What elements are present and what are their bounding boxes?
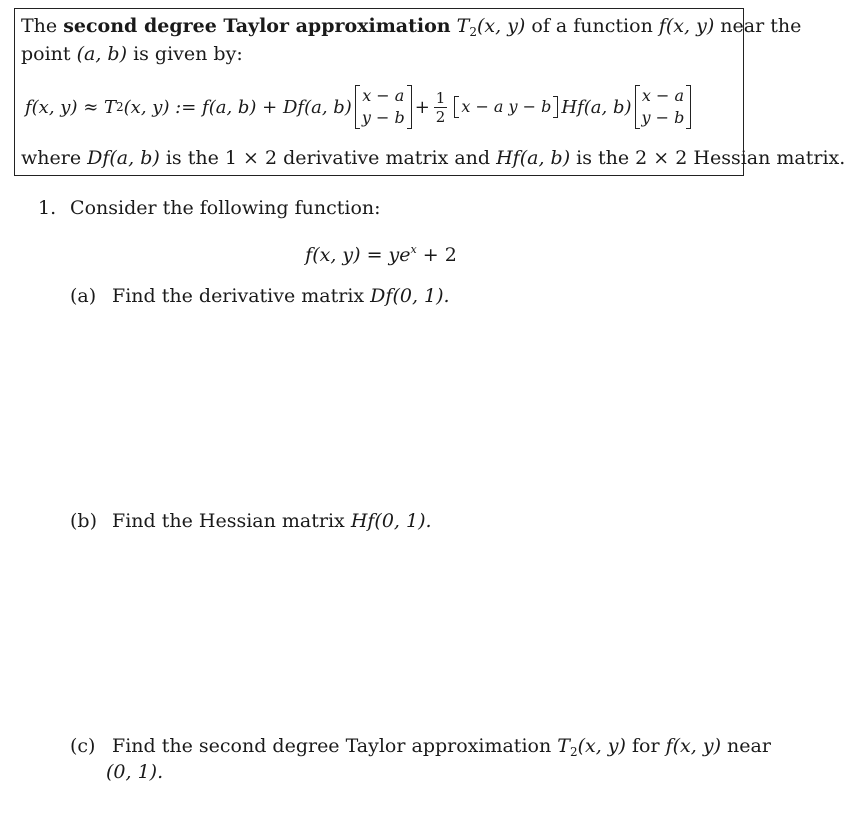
part-text: Find the Hessian matrix	[112, 510, 345, 532]
part-c	[70, 733, 771, 765]
part-math-T: T	[557, 735, 570, 757]
part-math: Hf(0, 1).	[350, 510, 432, 532]
formula-lhs-sub: 2	[116, 100, 124, 114]
definition-line-2	[21, 41, 243, 67]
part-a	[70, 283, 450, 309]
part-label: (a)	[70, 285, 97, 307]
where-text: where	[21, 147, 82, 169]
taylor-symbol: T	[456, 15, 470, 37]
plus-sign: +	[414, 96, 430, 118]
given-by-text: is given by:	[133, 43, 243, 65]
vector-top: x − a	[362, 86, 405, 105]
intro-function: f(x, y)	[658, 15, 715, 37]
question-text: Consider the following function:	[70, 197, 381, 219]
part-label: (b)	[70, 510, 97, 532]
function-definition	[0, 237, 762, 268]
column-vector-2	[635, 85, 692, 129]
question-number: 1.	[38, 197, 57, 219]
function-rhs: + 2	[416, 244, 457, 266]
formula-lhs: f(x, y) ≈ T	[25, 96, 117, 118]
one-half-fraction	[434, 89, 448, 126]
definition-where-line	[21, 145, 845, 171]
part-math-point: (0, 1).	[106, 761, 164, 783]
function-exponent: x	[410, 243, 417, 256]
vector-bottom: y − b	[641, 108, 685, 127]
column-vector-1	[355, 85, 412, 129]
function-lhs: f(x, y) = ye	[305, 244, 411, 266]
where-end-text: is the 2 × 2 Hessian matrix.	[576, 147, 845, 169]
vector-bottom: y − b	[361, 108, 405, 127]
fraction-numerator: 1	[435, 88, 446, 107]
row-vector: x − a y − b	[454, 96, 558, 118]
taylor-subscript: 2	[469, 25, 477, 39]
taylor-args: (x, y)	[476, 15, 526, 37]
hessian-term: Hf(a, b)	[561, 96, 632, 118]
part-text-mid: for	[631, 735, 660, 757]
part-text: Find the derivative matrix	[112, 285, 365, 307]
where-hf: Hf(a, b)	[496, 147, 571, 169]
part-math-sub: 2	[569, 745, 578, 759]
intro-text: The	[21, 15, 58, 37]
fraction-denominator: 2	[435, 107, 446, 126]
definition-box	[14, 8, 845, 176]
intro-end-text: near the	[720, 15, 802, 37]
part-math-f: f(x, y)	[665, 735, 721, 757]
taylor-formula	[25, 77, 694, 137]
part-math: Df(0, 1).	[370, 285, 450, 307]
formula-first-order: (x, y) := f(a, b) + Df(a, b)	[123, 96, 352, 118]
point-ab: (a, b)	[76, 43, 128, 65]
vector-top: x − a	[641, 86, 685, 105]
where-df: Df(a, b)	[87, 147, 160, 169]
part-math-args: (x, y)	[577, 735, 626, 757]
part-label: (c)	[70, 735, 96, 757]
where-mid-text: is the 1 × 2 derivative matrix and	[165, 147, 491, 169]
question-1	[38, 195, 381, 221]
part-text: Find the second degree Taylor approximation	[112, 735, 552, 757]
point-text: point	[21, 43, 71, 65]
intro-mid-text: of a function	[531, 15, 653, 37]
part-b	[70, 508, 432, 534]
intro-bold-term: second degree Taylor approximation	[63, 15, 451, 37]
part-text-end: near	[727, 735, 771, 757]
part-c-line-2	[106, 759, 163, 785]
